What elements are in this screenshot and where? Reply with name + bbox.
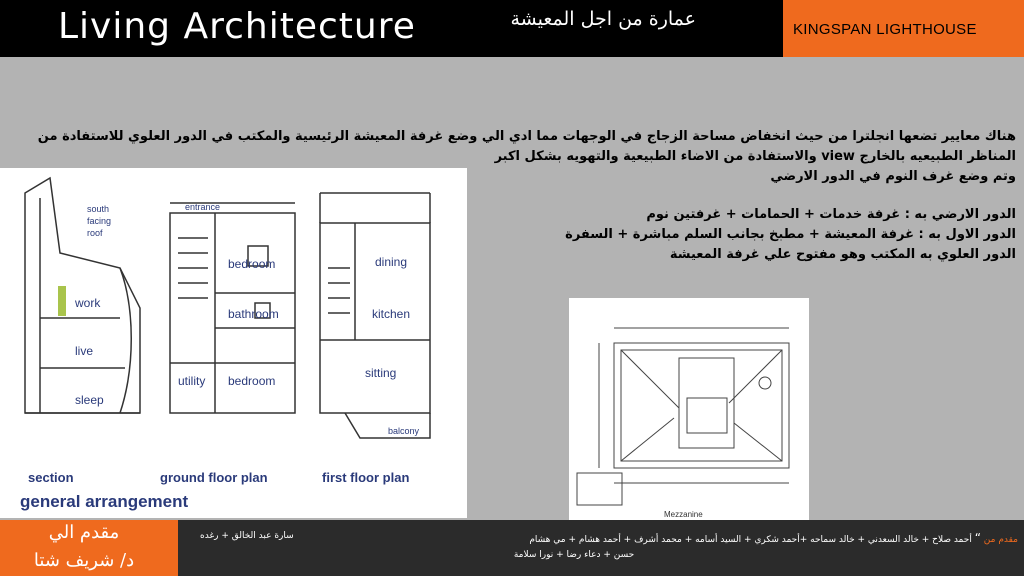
- drawing-label: live: [75, 344, 94, 358]
- mezzanine-label: Mezzanine: [664, 510, 703, 519]
- caption-ground-floor: ground floor plan: [160, 470, 268, 485]
- mezzanine-drawing: [569, 298, 809, 520]
- mezzanine-svg: [569, 298, 809, 520]
- floor-line: الدور العلوي به المكتب وهو مفتوح علي غرفة المعيشة: [669, 247, 1016, 262]
- section-vegetation: [58, 286, 66, 316]
- presenter-label: مقدم الي: [48, 522, 120, 543]
- drawing-label: bathroom: [228, 307, 279, 321]
- caption-first-floor: first floor plan: [322, 470, 410, 485]
- floor-line: الدور الارضي به : غرفة خدمات + الحمامات + غرفتين نوم: [646, 207, 1016, 222]
- description-line: هناك معايير تضعها انجلترا من حيث انخفاض مساحة الزجاج في الوجهات مما ادي الي وضع غرفة المعيشة الرئيسية والمكتب في الدور العلوي للاستفادة من: [37, 129, 1016, 144]
- drawing-label: work: [75, 296, 101, 310]
- slide-title: Living Architecture: [58, 6, 416, 47]
- brand-label: KINGSPAN LIGHTHOUSE: [793, 21, 977, 38]
- drawing-label: sleep: [75, 393, 104, 407]
- mezzanine-plan: [577, 328, 789, 505]
- credits-line: [188, 531, 1018, 545]
- drawing-label: roof: [87, 228, 103, 238]
- caption-section: section: [28, 470, 74, 485]
- drawing-label: south: [87, 204, 110, 214]
- drawing-label: sitting: [365, 366, 397, 380]
- credits-far: سارة عبد الخالق + رغده: [200, 531, 294, 541]
- drawing-label: bedroom: [228, 257, 276, 271]
- drawing-label: bedroom: [228, 374, 276, 388]
- floor-line: الدور الاول به : غرفة المعيشة + مطبخ بجانب السلم مباشرة + السفرة: [565, 227, 1016, 242]
- credits-names: أحمد صلاح + خالد السعدني + خالد سماحه +أحمد شكري + السيد أسامه + محمد أشرف + أحمد هشام + مي هشام: [529, 535, 972, 545]
- credits-line-2: حسن + دعاء رضا + نورا سلامة: [513, 550, 635, 560]
- drawing-label: balcony: [388, 426, 420, 436]
- drawing-label: kitchen: [372, 307, 411, 321]
- description-line: المناظر الطبيعيه بالخارج view والاستفادة من الاضاء الطبيعية والتهويه بشكل اكبر: [494, 149, 1016, 164]
- slide-subtitle-arabic: عمارة من اجل المعيشة: [510, 8, 696, 30]
- presenter-name: د/ شريف شتا: [33, 550, 135, 571]
- credits-label: مقدم من: [983, 535, 1018, 545]
- caption-general-arrangement: general arrangement: [20, 492, 189, 511]
- description-line: وتم وضع غرف النوم في الدور الارضي: [770, 169, 1016, 184]
- quote-mark: “: [974, 531, 981, 545]
- drawing-label: entrance: [185, 202, 221, 212]
- plans-svg: [0, 168, 467, 518]
- drawing-label: facing: [87, 216, 112, 226]
- drawing-label: dining: [375, 255, 408, 269]
- general-arrangement-drawing: [0, 168, 467, 518]
- drawing-label: utility: [178, 374, 206, 388]
